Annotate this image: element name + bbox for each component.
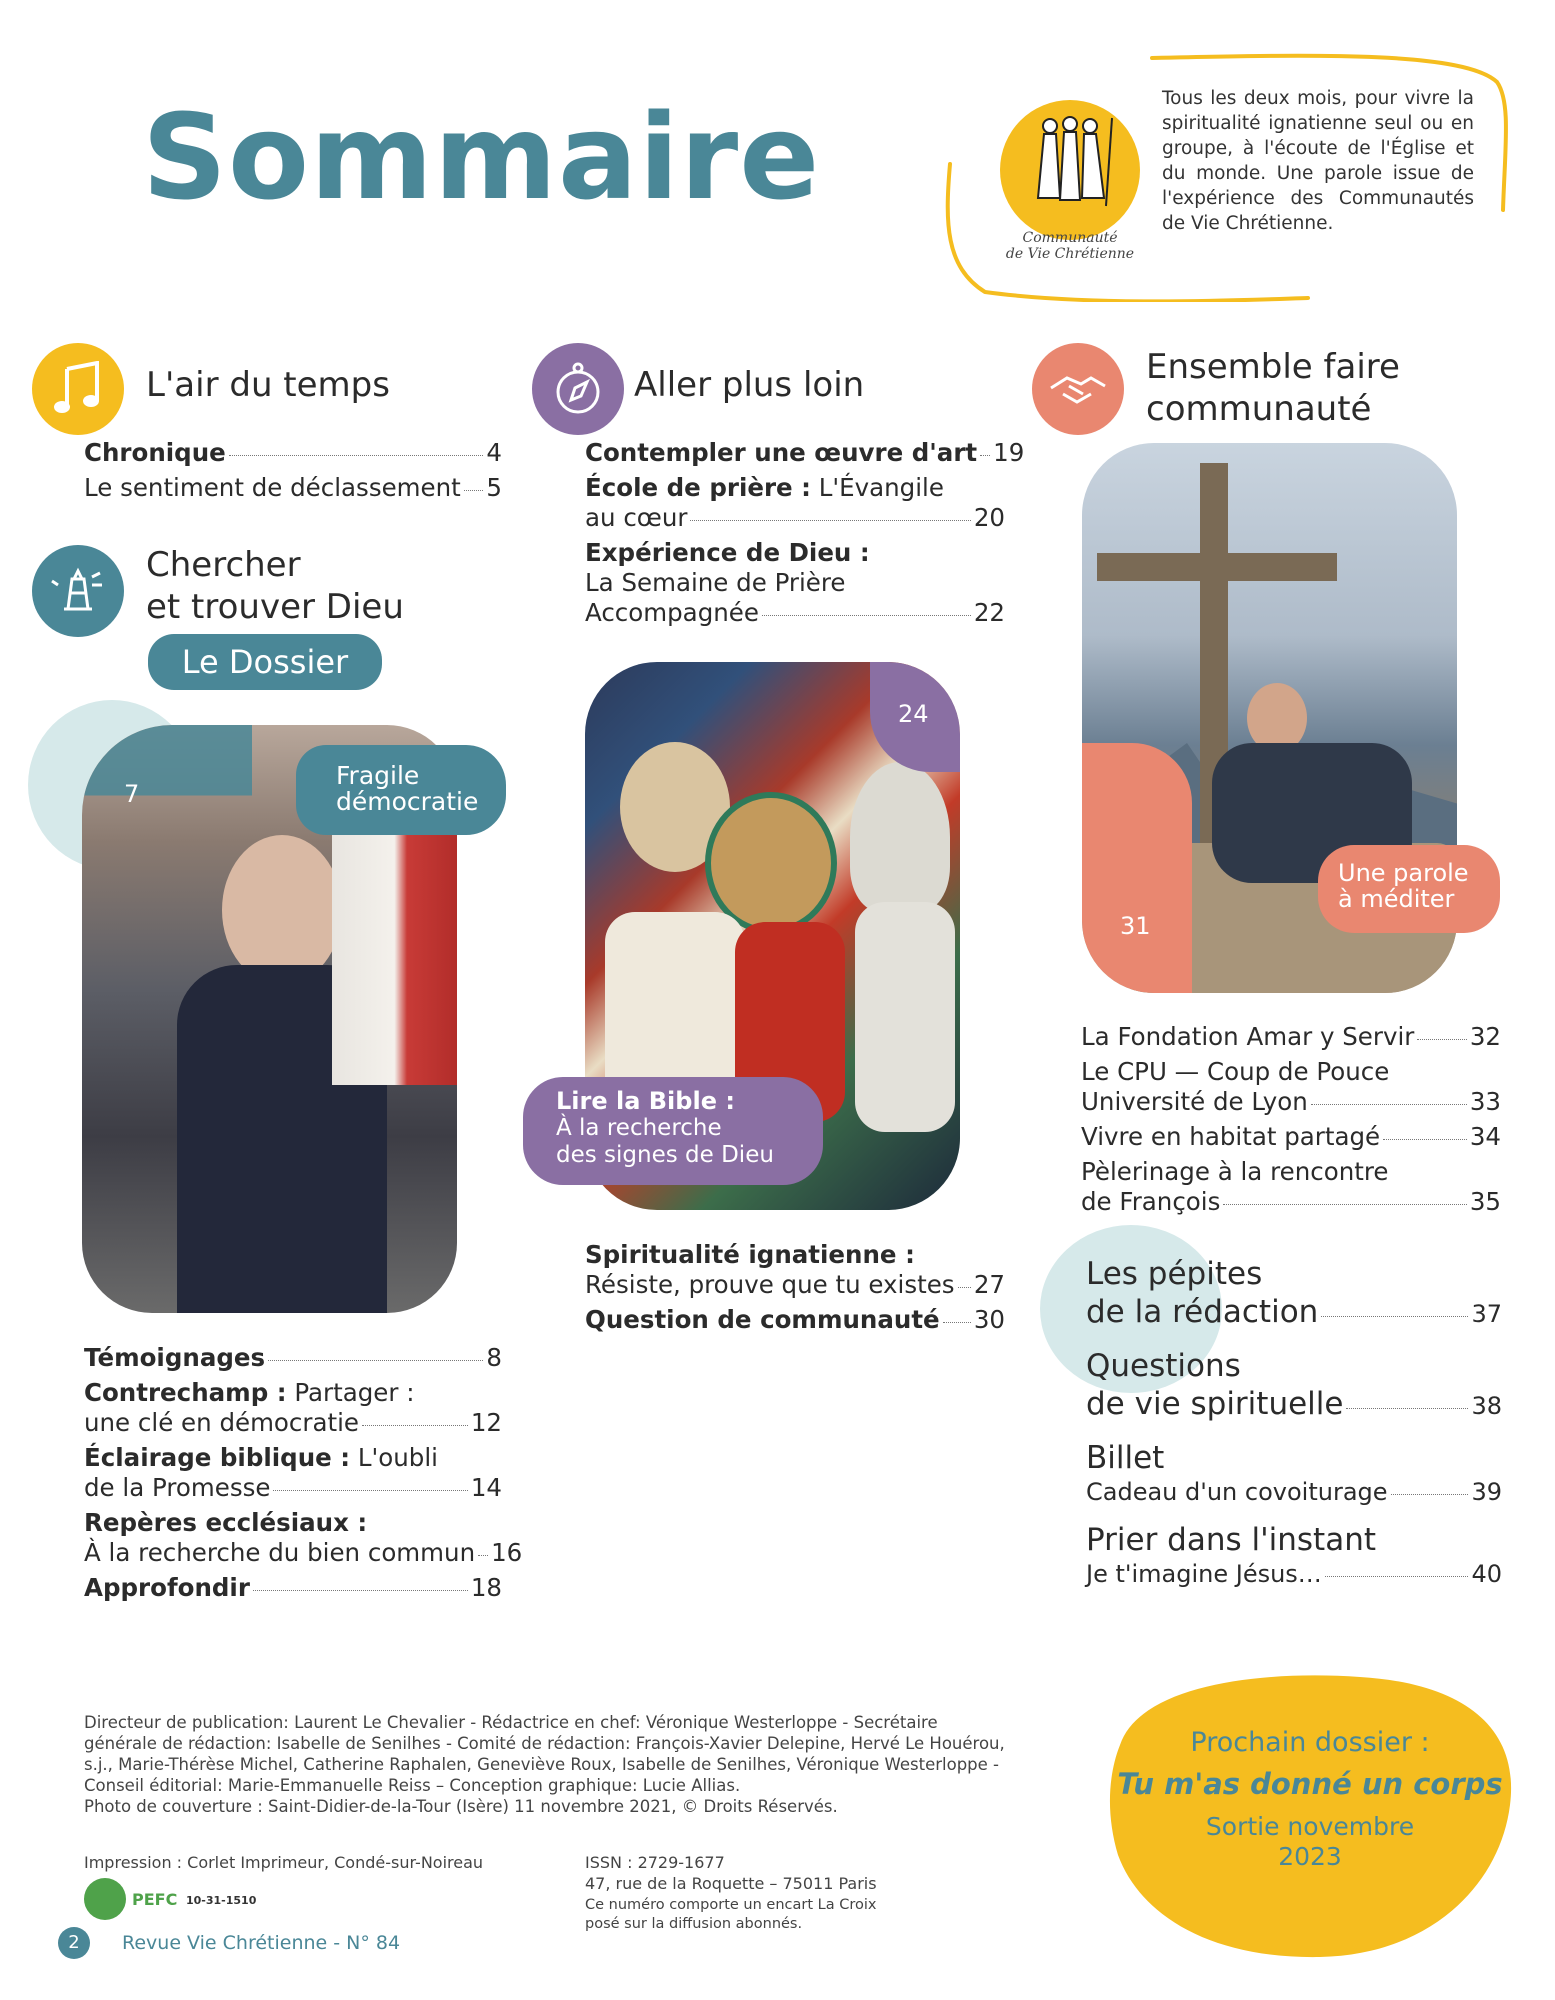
logo-caption: Communauté de Vie Chrétienne xyxy=(1005,230,1135,262)
toc-entry[interactable]: Le sentiment de déclassement 5 xyxy=(84,473,502,502)
music-note-icon xyxy=(32,343,124,435)
magazine-name: Revue Vie Chrétienne - N° 84 xyxy=(122,1932,401,1954)
salmon-corner xyxy=(1082,743,1192,993)
toc-entry[interactable]: Le CPU — Coup de Pouce Université de Lyon 33 xyxy=(1081,1057,1501,1116)
cross-horizontal xyxy=(1097,553,1337,581)
section-title-ensemble: Ensemble faire communauté xyxy=(1146,347,1400,429)
ensemble-page-badge: 31 xyxy=(1120,912,1151,940)
toc-aller xyxy=(585,438,1025,633)
lighthouse-icon xyxy=(32,545,124,637)
dossier-page-badge: 7 xyxy=(124,780,140,808)
toc-entry[interactable]: Les pépites de la rédaction 37 xyxy=(1086,1256,1502,1330)
toc-air-du-temps xyxy=(84,438,502,508)
next-dossier[interactable]: Prochain dossier : Tu m'as donné un corps Sortie novembre 2023 xyxy=(1117,1727,1503,1871)
toc-entry[interactable]: Contrechamp : Partager : une clé en démocratie 12 xyxy=(84,1378,502,1437)
figure-head-3 xyxy=(850,762,950,912)
person-face xyxy=(222,835,342,985)
toc-entry[interactable]: Question de communauté 30 xyxy=(585,1305,1005,1334)
toc-entry[interactable]: Expérience de Dieu : La Semaine de Prière Accompagnée 22 xyxy=(585,538,1005,627)
toc-entry[interactable]: Éclairage biblique : L'oubli de la Promesse 14 xyxy=(84,1443,502,1502)
toc-entry[interactable]: Questions de vie spirituelle 38 xyxy=(1086,1348,1502,1422)
toc-entry[interactable]: Prier dans l'instant Je t'imagine Jésus… 40 xyxy=(1086,1522,1502,1588)
publication-info: ISSN : 2729-1677 47, rue de la Roquette – 75011 Paris Ce numéro comporte un encart La Croix posé sur la diffusion abonnés. xyxy=(585,1853,877,1932)
credits: Directeur de publication: Laurent Le Chevalier - Rédactrice en chef: Véronique Westerloppe - Secrétaire générale de rédaction: Isabelle de Senilhes - Comité de rédaction: François-Xavier Delepine, Hervé Le Houérou, s.j., Marie-Thérèse Michel, Catherine Raphalen, Geneviève Roux, Isabelle de Senilhes, Véronique Westerloppe - Conseil éditorial: Marie-Emmanuelle Reiss – Conception graphique: Lucie Allias. Photo de couverture : Saint-Didier-de-la-Tour (Isère) 11 novembre 2021, © Droits Réservés. xyxy=(84,1713,1005,1816)
toc-entry[interactable]: Spiritualité ignatienne : Résiste, prouve que tu existes 27 xyxy=(585,1240,1005,1299)
intro-text: Tous les deux mois, pour vivre la spiritualité ignatienne seul ou en groupe, à l'écoute de l'Église et du monde. Une parole issue de l'expérience des Communautés de Vie Chrétienne. xyxy=(1162,88,1474,234)
toc-entry[interactable]: École de prière : L'Évangile au cœur 20 xyxy=(585,473,1005,532)
page-title: Sommaire xyxy=(142,88,821,226)
print-info: Impression : Corlet Imprimeur, Condé-sur-Noireau xyxy=(84,1853,484,1872)
toc-aller-2 xyxy=(585,1240,1005,1340)
toc-entry[interactable]: Chronique 4 xyxy=(84,438,502,467)
handshake-icon xyxy=(1032,343,1124,435)
section-title-air-du-temps: L'air du temps xyxy=(146,365,390,405)
toc-entry[interactable]: Repères ecclésiaux : À la recherche du bien commun 16 xyxy=(84,1508,523,1567)
aller-page-badge: 24 xyxy=(898,700,929,728)
toc-ensemble xyxy=(1081,1022,1501,1222)
toc-entry[interactable]: La Fondation Amar y Servir 32 xyxy=(1081,1022,1501,1051)
toc-entry[interactable]: Billet Cadeau d'un covoiturage 39 xyxy=(1086,1440,1502,1506)
pefc-code: 10-31-1510 xyxy=(186,1894,257,1907)
page-number: 2 xyxy=(58,1927,90,1959)
toc-entry[interactable]: Témoignages 8 xyxy=(84,1343,502,1372)
toc-extras xyxy=(1086,1255,1502,1589)
figure-robe-3 xyxy=(855,902,955,1132)
toc-chercher xyxy=(84,1343,523,1608)
dossier-title-badge[interactable]: Fragile démocratie xyxy=(296,745,506,835)
compass-icon xyxy=(532,343,624,435)
toc-entry[interactable]: Contempler une œuvre d'art 19 xyxy=(585,438,1025,467)
parole-badge[interactable]: Une parole à méditer xyxy=(1318,845,1500,933)
toc-entry[interactable]: Pèlerinage à la rencontre de François 35 xyxy=(1081,1157,1501,1216)
section-title-aller: Aller plus loin xyxy=(634,365,865,405)
bible-badge[interactable]: Lire la Bible : À la recherche des signes de Dieu xyxy=(523,1077,823,1185)
section-title-chercher: Chercher et trouver Dieu xyxy=(146,545,404,627)
toc-entry[interactable]: Approfondir 18 xyxy=(84,1573,502,1602)
dossier-label[interactable]: Le Dossier xyxy=(148,634,382,690)
pilgrims-logo-icon xyxy=(1008,108,1138,228)
pefc-logo-icon xyxy=(84,1878,126,1920)
toc-entry[interactable]: Vivre en habitat partagé 34 xyxy=(1081,1122,1501,1151)
pefc-label: PEFC xyxy=(132,1890,178,1909)
